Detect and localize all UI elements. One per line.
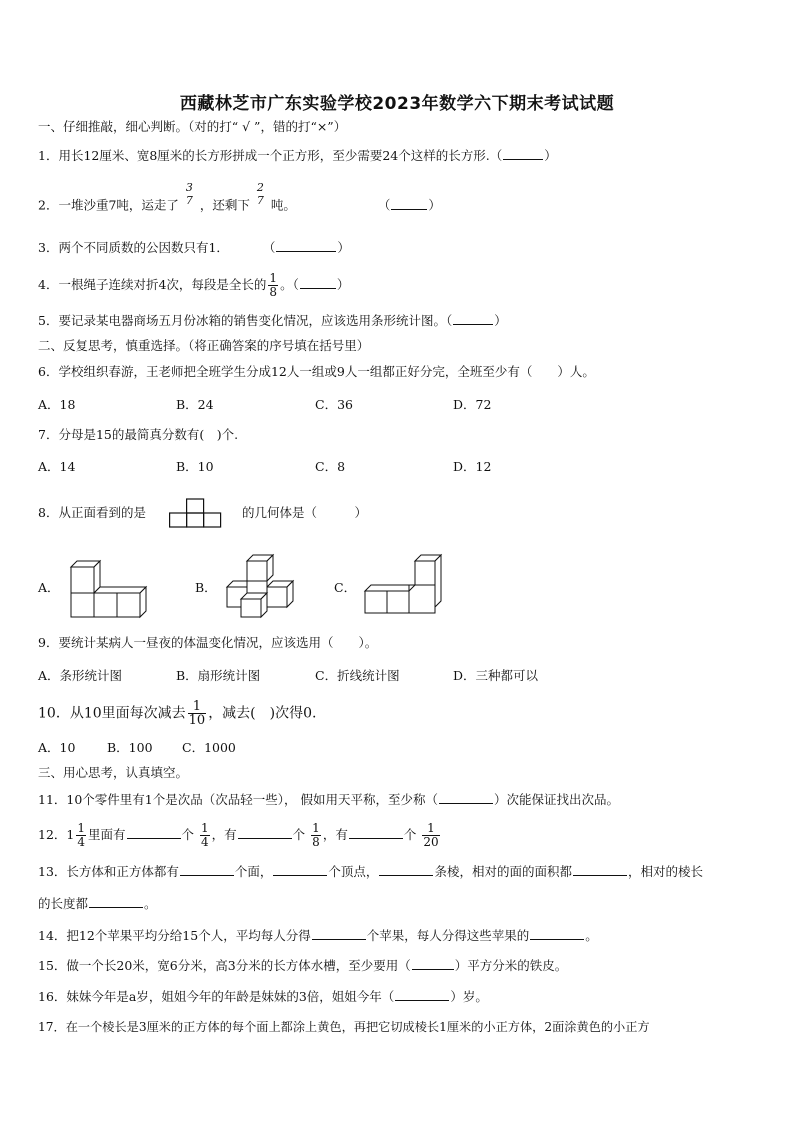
mixed-fraction: $\frac{1}{4}$: [77, 821, 85, 849]
q9-option-c[interactable]: C．折线统计图: [315, 668, 400, 683]
fraction: 3 7: [185, 181, 193, 207]
section1-heading: 一、仔细推敲，细心判断。（对的打“ √ ”，错的打“×”）: [38, 119, 347, 134]
q7-option-a[interactable]: A．14: [38, 459, 76, 474]
answer-blank[interactable]: [238, 825, 292, 839]
section3-heading: 三、用心思考，认真填空。: [38, 765, 189, 780]
q6-option-a[interactable]: A．18: [38, 397, 76, 412]
solid-figure-a: [68, 555, 164, 619]
answer-blank[interactable]: [127, 825, 181, 839]
question-6: 6．学校组织春游，王老师把全班学生分成12人一组或9人一组都正好分完，全班至少有（ ）人。: [38, 364, 595, 379]
question-8: 8．从正面看到的是 的几何体是（ ）: [38, 505, 367, 520]
answer-blank[interactable]: [391, 196, 427, 210]
section2-heading: 二、反复思考，慎重选择。（将正确答案的序号填在括号里）: [38, 338, 370, 353]
fraction-one-eighth: $\frac{1}{8}$: [312, 821, 320, 849]
answer-blank[interactable]: [503, 146, 543, 160]
q10-option-c[interactable]: C．1000: [182, 740, 236, 755]
question-10: 10．从10里面每次减去 $\frac{1}{10}$ ，减去( )次得0.: [38, 699, 317, 728]
question-9: 9．要统计某病人一昼夜的体温变化情况，应该选用（ ）。: [38, 635, 378, 650]
answer-blank[interactable]: [395, 987, 449, 1001]
answer-blank[interactable]: [276, 238, 336, 252]
answer-blank[interactable]: [349, 825, 403, 839]
question-13-cont: 的长度都 。: [38, 896, 157, 911]
q8-option-c[interactable]: C．: [334, 580, 357, 595]
answer-blank[interactable]: [412, 956, 454, 970]
question-11: 11．10个零件里有1个是次品（次品轻一些）， 假如用天平称，至少称（ ）次能保证找出次品。: [38, 792, 620, 807]
fraction-one-eighth: $\frac{1}{8}$: [269, 271, 278, 299]
q9-option-d[interactable]: D．三种都可以: [453, 668, 539, 683]
front-view-figure: [169, 498, 229, 528]
question-12: 12．1 $\frac{1}{4}$ 里面有 个 $\frac{1}{4}$ ，有 个 $\frac{1}{8}$ ，有 个 $\frac{1}{20}$: [38, 821, 439, 849]
question-7: 7．分母是15的最简真分数有( )个.: [38, 427, 239, 442]
question-4: 4．一根绳子连续对折4次，每段是全长的 $\frac{1}{8}$ 。（ ）: [38, 271, 350, 299]
question-17: 17．在一个棱长是3厘米的正方体的每个面上都涂上黄色，再把它切成棱长1厘米的小正方体，2面涂黄色的小正方: [38, 1020, 650, 1034]
q9-option-b[interactable]: B．扇形统计图: [176, 668, 261, 683]
q7-option-b[interactable]: B．10: [176, 459, 214, 474]
q9-option-a[interactable]: A．条形统计图: [38, 668, 123, 683]
fraction-one-twentieth: $\frac{1}{20}$: [423, 821, 439, 849]
solid-figure-c: [363, 553, 449, 617]
answer-blank[interactable]: [180, 862, 234, 876]
question-14: 14．把12个苹果平均分给15个人，平均每人分得 个苹果，每人分得这些苹果的 。: [38, 928, 598, 943]
question-2: 2．一堆沙重7吨，运走了 3 7 ，还剩下 2 7 吨。 （ ）: [38, 181, 441, 213]
fraction-one-tenth: $\frac{1}{10}$: [188, 699, 206, 728]
question-16: 16．妹妹今年是a岁，姐姐今年的年龄是妹妹的3倍，姐姐今年（ ）岁。: [38, 989, 488, 1004]
answer-blank[interactable]: [312, 926, 366, 940]
answer-blank[interactable]: [439, 790, 493, 804]
solid-figure-b: [225, 553, 305, 619]
answer-blank[interactable]: [89, 894, 143, 908]
answer-blank[interactable]: [273, 862, 327, 876]
question-13: 13．长方体和正方体都有 个面， 个顶点， 条棱，相对的面的面积都 ，相对的棱长: [38, 864, 703, 879]
answer-blank[interactable]: [453, 311, 493, 325]
q10-option-b[interactable]: B．100: [107, 740, 153, 755]
question-1: 1．用长12厘米、宽8厘米的长方形拼成一个正方形，至少需要24个这样的长方形.（ ）: [38, 148, 557, 163]
q8-option-a[interactable]: A．: [38, 580, 60, 595]
question-3: 3．两个不同质数的公因数只有1． （ ）: [38, 240, 350, 255]
q10-option-a[interactable]: A．10: [38, 740, 76, 755]
answer-blank[interactable]: [379, 862, 433, 876]
q8-option-b[interactable]: B．: [195, 580, 217, 595]
q6-option-b[interactable]: B．24: [176, 397, 214, 412]
page-title: 西藏林芝市广东实验学校2023年数学六下期末考试试题: [179, 94, 615, 114]
q6-option-d[interactable]: D．72: [453, 397, 492, 412]
q6-option-c[interactable]: C．36: [315, 397, 353, 412]
question-5: 5．要记录某电器商场五月份冰箱的销售变化情况，应该选用条形统计图。（ ）: [38, 313, 507, 328]
answer-blank[interactable]: [530, 926, 584, 940]
fraction: 2 7: [256, 181, 264, 207]
answer-blank[interactable]: [573, 862, 627, 876]
question-15: 15．做一个长20米，宽6分米，高3分米的长方体水槽，至少要用（ ）平方分米的铁皮。: [38, 958, 568, 973]
q7-option-d[interactable]: D．12: [453, 459, 492, 474]
answer-blank[interactable]: [300, 275, 336, 289]
fraction-one-quarter: $\frac{1}{4}$: [201, 821, 209, 849]
q7-option-c[interactable]: C．8: [315, 459, 346, 474]
